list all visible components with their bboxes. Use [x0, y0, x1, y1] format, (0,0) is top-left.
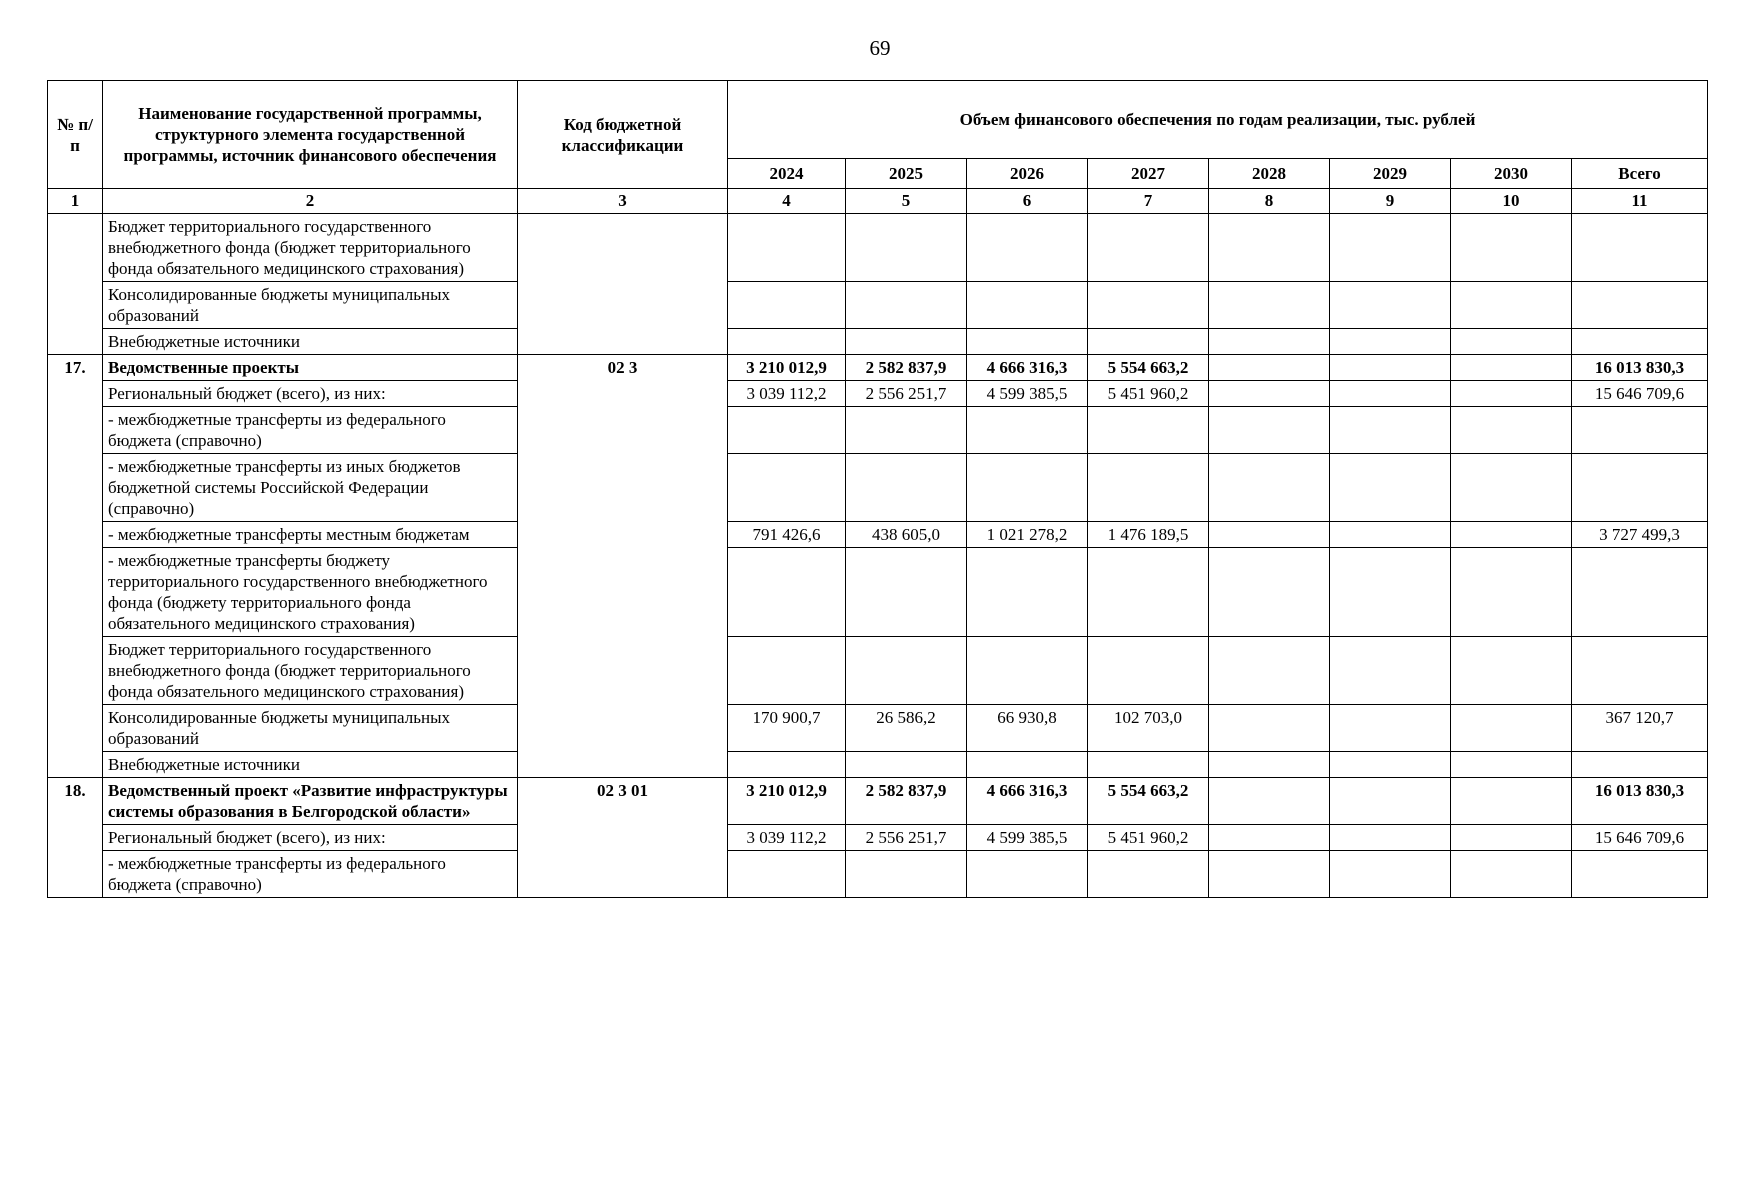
source-name: - межбюджетные трансферты бюджету территориального государственного внебюджетного фонда (бюджету территориального фонда обязательного медицинского страхования) — [103, 548, 518, 637]
column-number: 5 — [846, 189, 967, 214]
total-value — [1572, 752, 1708, 778]
year-value — [1209, 825, 1330, 851]
column-number: 10 — [1451, 189, 1572, 214]
year-value — [1451, 522, 1572, 548]
year-value — [1209, 522, 1330, 548]
total-value — [1572, 851, 1708, 898]
source-name: - межбюджетные трансферты местным бюджетам — [103, 522, 518, 548]
column-number: 8 — [1209, 189, 1330, 214]
table-row — [48, 752, 1708, 778]
year-value — [846, 851, 967, 898]
row-number: 17. — [48, 355, 103, 778]
year-value: 5 554 663,2 — [1088, 355, 1209, 381]
table-row — [48, 522, 1708, 548]
year-value — [728, 454, 846, 522]
year-value: 5 554 663,2 — [1088, 778, 1209, 825]
year-value: 4 599 385,5 — [967, 825, 1088, 851]
year-value: 5 451 960,2 — [1088, 825, 1209, 851]
year-value — [1330, 825, 1451, 851]
year-value — [967, 752, 1088, 778]
column-number: 4 — [728, 189, 846, 214]
year-value: 4 599 385,5 — [967, 381, 1088, 407]
source-name: Бюджет территориального государственного внебюджетного фонда (бюджет территориального фонда обязательного медицинского страхования) — [103, 637, 518, 705]
source-name: Региональный бюджет (всего), из них: — [103, 381, 518, 407]
year-value — [1209, 214, 1330, 282]
column-number: 9 — [1330, 189, 1451, 214]
year-value — [967, 407, 1088, 454]
header-volume: Объем финансового обеспечения по годам реализации, тыс. рублей — [728, 81, 1708, 159]
year-value — [967, 214, 1088, 282]
table-row — [48, 705, 1708, 752]
header-name: Наименование государственной программы, структурного элемента государственной программы, источник финансового обеспечения — [103, 81, 518, 189]
year-value — [846, 214, 967, 282]
column-number: 3 — [518, 189, 728, 214]
year-value: 2 556 251,7 — [846, 381, 967, 407]
year-value — [1451, 637, 1572, 705]
total-value: 3 727 499,3 — [1572, 522, 1708, 548]
year-value — [846, 454, 967, 522]
table-row — [48, 637, 1708, 705]
year-value — [846, 407, 967, 454]
year-value — [1330, 778, 1451, 825]
header-year: 2025 — [846, 159, 967, 189]
year-value — [728, 851, 846, 898]
year-value: 3 039 112,2 — [728, 381, 846, 407]
year-value — [1209, 778, 1330, 825]
year-value: 102 703,0 — [1088, 705, 1209, 752]
year-value — [1330, 282, 1451, 329]
source-name: Внебюджетные источники — [103, 329, 518, 355]
year-value — [1330, 355, 1451, 381]
year-value — [1209, 705, 1330, 752]
year-value — [1088, 851, 1209, 898]
year-value: 170 900,7 — [728, 705, 846, 752]
table-row — [48, 282, 1708, 329]
page-number: 69 — [869, 36, 891, 60]
year-value: 26 586,2 — [846, 705, 967, 752]
table-row — [48, 407, 1708, 454]
source-name: Консолидированные бюджеты муниципальных образований — [103, 705, 518, 752]
column-number: 1 — [48, 189, 103, 214]
header-year: 2026 — [967, 159, 1088, 189]
year-value: 1 021 278,2 — [967, 522, 1088, 548]
table-body — [48, 214, 1708, 898]
year-value — [1088, 282, 1209, 329]
year-value — [1088, 329, 1209, 355]
year-value — [846, 548, 967, 637]
year-value — [967, 637, 1088, 705]
year-value — [1330, 329, 1451, 355]
year-value — [967, 851, 1088, 898]
total-value: 16 013 830,3 — [1572, 778, 1708, 825]
budget-code — [518, 214, 728, 355]
header-year: 2028 — [1209, 159, 1330, 189]
table-row — [48, 381, 1708, 407]
year-value: 3 210 012,9 — [728, 778, 846, 825]
total-value — [1572, 637, 1708, 705]
year-value: 438 605,0 — [846, 522, 967, 548]
year-value — [1451, 381, 1572, 407]
budget-code: 02 3 — [518, 355, 728, 778]
total-value — [1572, 282, 1708, 329]
year-value — [1209, 454, 1330, 522]
year-value — [1209, 637, 1330, 705]
total-value: 16 013 830,3 — [1572, 355, 1708, 381]
year-value — [1330, 548, 1451, 637]
budget-code: 02 3 01 — [518, 778, 728, 898]
header-year: 2030 — [1451, 159, 1572, 189]
source-name: - межбюджетные трансферты из федерального бюджета (справочно) — [103, 851, 518, 898]
total-value — [1572, 407, 1708, 454]
year-value — [1330, 522, 1451, 548]
financing-table — [47, 80, 1708, 898]
year-value — [846, 752, 967, 778]
year-value — [1088, 637, 1209, 705]
column-number: 2 — [103, 189, 518, 214]
year-value — [1209, 282, 1330, 329]
year-value: 4 666 316,3 — [967, 355, 1088, 381]
year-value: 1 476 189,5 — [1088, 522, 1209, 548]
column-number: 7 — [1088, 189, 1209, 214]
year-value: 3 039 112,2 — [728, 825, 846, 851]
year-value — [967, 548, 1088, 637]
year-value — [1209, 752, 1330, 778]
source-name: Ведомственный проект «Развитие инфраструктуры системы образования в Белгородской области» — [103, 778, 518, 825]
source-name: - межбюджетные трансферты из федерального бюджета (справочно) — [103, 407, 518, 454]
year-value — [1209, 355, 1330, 381]
year-value — [1330, 381, 1451, 407]
year-value — [728, 752, 846, 778]
year-value — [846, 282, 967, 329]
year-value — [967, 454, 1088, 522]
source-name: - межбюджетные трансферты из иных бюджетов бюджетной системы Российской Федерации (справочно) — [103, 454, 518, 522]
header-year: 2027 — [1088, 159, 1209, 189]
year-value — [1209, 851, 1330, 898]
year-value — [1451, 454, 1572, 522]
year-value — [1451, 282, 1572, 329]
year-value — [1330, 407, 1451, 454]
table-row — [48, 454, 1708, 522]
year-value — [1451, 355, 1572, 381]
total-value: 15 646 709,6 — [1572, 825, 1708, 851]
year-value — [1209, 329, 1330, 355]
year-value: 2 582 837,9 — [846, 355, 967, 381]
source-name: Консолидированные бюджеты муниципальных образований — [103, 282, 518, 329]
table-row — [48, 548, 1708, 637]
row-number: 18. — [48, 778, 103, 898]
table-row — [48, 778, 1708, 825]
total-value: 15 646 709,6 — [1572, 381, 1708, 407]
year-value — [728, 282, 846, 329]
year-value — [728, 637, 846, 705]
year-value: 5 451 960,2 — [1088, 381, 1209, 407]
row-number — [48, 214, 103, 355]
total-value — [1572, 548, 1708, 637]
year-value: 3 210 012,9 — [728, 355, 846, 381]
year-value — [1330, 705, 1451, 752]
year-value — [728, 214, 846, 282]
year-value — [1330, 214, 1451, 282]
year-value — [1330, 637, 1451, 705]
year-value — [846, 637, 967, 705]
year-value — [1088, 752, 1209, 778]
table-row — [48, 851, 1708, 898]
year-value — [846, 329, 967, 355]
source-name: Внебюджетные источники — [103, 752, 518, 778]
header-num: № п/п — [48, 81, 103, 189]
year-value — [728, 329, 846, 355]
year-value — [1088, 407, 1209, 454]
year-value: 2 556 251,7 — [846, 825, 967, 851]
year-value — [1451, 548, 1572, 637]
year-value — [1451, 778, 1572, 825]
table-row — [48, 329, 1708, 355]
header-year: 2029 — [1330, 159, 1451, 189]
source-name: Ведомственные проекты — [103, 355, 518, 381]
year-value — [1209, 548, 1330, 637]
year-value — [1330, 851, 1451, 898]
table-row — [48, 214, 1708, 282]
total-value — [1572, 214, 1708, 282]
year-value — [1451, 407, 1572, 454]
year-value — [1330, 454, 1451, 522]
total-value — [1572, 454, 1708, 522]
year-value — [1451, 752, 1572, 778]
year-value: 4 666 316,3 — [967, 778, 1088, 825]
year-value — [1088, 454, 1209, 522]
column-number: 6 — [967, 189, 1088, 214]
year-value: 791 426,6 — [728, 522, 846, 548]
year-value: 2 582 837,9 — [846, 778, 967, 825]
header-year: 2024 — [728, 159, 846, 189]
total-value: 367 120,7 — [1572, 705, 1708, 752]
year-value — [967, 329, 1088, 355]
year-value — [1451, 825, 1572, 851]
year-value — [967, 282, 1088, 329]
year-value — [1209, 407, 1330, 454]
total-value — [1572, 329, 1708, 355]
table-row — [48, 825, 1708, 851]
year-value — [1451, 851, 1572, 898]
year-value — [1451, 329, 1572, 355]
table-row — [48, 355, 1708, 381]
year-value: 66 930,8 — [967, 705, 1088, 752]
year-value — [1330, 752, 1451, 778]
header-total: Всего — [1572, 159, 1708, 189]
year-value — [1088, 548, 1209, 637]
year-value — [1451, 705, 1572, 752]
source-name: Региональный бюджет (всего), из них: — [103, 825, 518, 851]
year-value — [1451, 214, 1572, 282]
year-value — [728, 548, 846, 637]
year-value — [728, 407, 846, 454]
column-number: 11 — [1572, 189, 1708, 214]
source-name: Бюджет территориального государственного внебюджетного фонда (бюджет территориального фонда обязательного медицинского страхования) — [103, 214, 518, 282]
header-code: Код бюджетной классификации — [518, 81, 728, 189]
year-value — [1209, 381, 1330, 407]
year-value — [1088, 214, 1209, 282]
